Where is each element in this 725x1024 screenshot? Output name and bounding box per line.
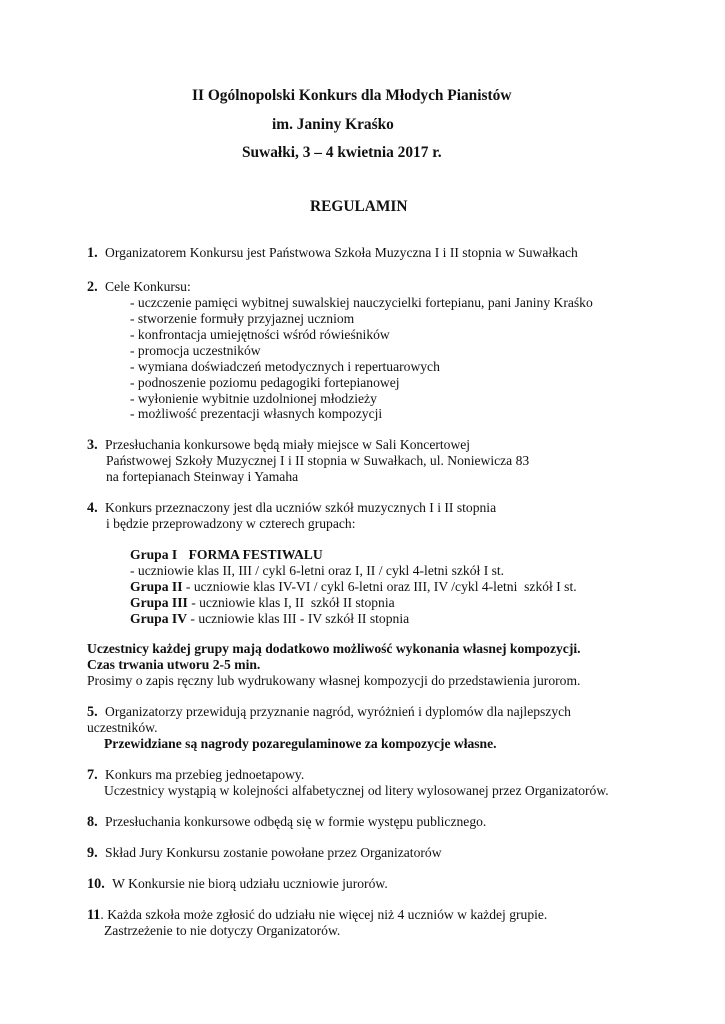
point-11 bbox=[87, 907, 547, 923]
goal-item: - stworzenie formuły przyjaznej uczniom bbox=[130, 311, 355, 326]
point-number: 11 bbox=[87, 907, 101, 923]
point-number: 1. bbox=[87, 245, 98, 261]
point-text-line: uczestników. bbox=[87, 720, 158, 735]
point-text-line: Zastrzeżenie to nie dotyczy Organizatorów. bbox=[104, 923, 341, 938]
header-line-2: im. Janiny Kraśko bbox=[272, 116, 394, 133]
point-number: 2. bbox=[87, 279, 98, 295]
goal-item: - promocja uczestników bbox=[130, 343, 261, 358]
goal-item: - wyłonienie wybitnie uzdolnionej młodzieży bbox=[130, 391, 377, 406]
goal-item: - uczczenie pamięci wybitnej suwalskiej nauczycielki fortepianu, pani Janiny Kraśko bbox=[130, 295, 593, 310]
point-text-line: na fortepianach Steinway i Yamaha bbox=[106, 469, 299, 484]
group-1-desc: - uczniowie klas II, III / cykl 6-letni oraz I, II / cykl 4-letni szkół I st. bbox=[130, 563, 505, 578]
point-1 bbox=[87, 245, 578, 261]
group-label: Grupa I bbox=[130, 547, 178, 562]
group-1-heading bbox=[130, 547, 323, 563]
point-text: W Konkursie nie biorą udziału uczniowie jurorów. bbox=[112, 876, 388, 891]
point-text: Konkurs przeznaczony jest dla uczniów szkół muzycznych I i II stopnia bbox=[105, 500, 497, 515]
goal-item: - konfrontacja umiejętności wśród rówieśników bbox=[130, 327, 390, 342]
point-4 bbox=[87, 500, 496, 516]
document-title: REGULAMIN bbox=[310, 198, 408, 215]
point-text: Cele Konkursu: bbox=[105, 279, 191, 294]
header-line-1: II Ogólnopolski Konkurs dla Młodych Pianistów bbox=[192, 87, 512, 104]
group-label: Grupa II bbox=[130, 579, 183, 594]
group-desc: - uczniowie klas III - IV szkół II stopnia bbox=[187, 611, 410, 626]
composition-note-bold-1: Uczestnicy każdej grupy mają dodatkowo możliwość wykonania własnej kompozycji. bbox=[87, 641, 581, 656]
point-2 bbox=[87, 279, 191, 295]
point-text: Skład Jury Konkursu zostanie powołane przez Organizatorów bbox=[105, 845, 442, 860]
point-text: Organizatorzy przewidują przyznanie nagród, wyróżnień i dyplomów dla najlepszych bbox=[105, 704, 571, 719]
point-9 bbox=[87, 845, 442, 861]
group-form: FORMA FESTIWALU bbox=[188, 547, 323, 562]
point-text: Przesłuchania konkursowe odbędą się w formie występu publicznego. bbox=[105, 814, 487, 829]
point-10 bbox=[87, 876, 388, 892]
point-text: Konkurs ma przebieg jednoetapowy. bbox=[105, 767, 305, 782]
goal-item: - wymiana doświadczeń metodycznych i repertuarowych bbox=[130, 359, 440, 374]
point-text-line: i będzie przeprowadzony w czterech grupach: bbox=[106, 516, 356, 531]
header-line-3: Suwałki, 3 – 4 kwietnia 2017 r. bbox=[242, 144, 442, 161]
goal-item: - podnoszenie poziomu pedagogiki fortepianowej bbox=[130, 375, 400, 390]
point-number: 4. bbox=[87, 500, 98, 516]
composition-note-bold-2: Czas trwania utworu 2-5 min. bbox=[87, 657, 261, 672]
point-number: 8. bbox=[87, 814, 98, 830]
group-4 bbox=[130, 611, 409, 627]
point-number: 7. bbox=[87, 767, 98, 783]
point-3 bbox=[87, 437, 470, 453]
point-text-line: Państwowej Szkoły Muzycznej I i II stopnia w Suwałkach, ul. Noniewicza 83 bbox=[106, 453, 530, 468]
group-desc: - uczniowie klas I, II szkół II stopnia bbox=[187, 595, 395, 610]
point-text-line: Uczestnicy wystąpią w kolejności alfabetycznej od litery wylosowanej przez Organizatorów. bbox=[104, 783, 609, 798]
point-8 bbox=[87, 814, 486, 830]
composition-note: Prosimy o zapis ręczny lub wydrukowany własnej kompozycji do przedstawienia jurorom. bbox=[87, 673, 581, 688]
point-number: 10. bbox=[87, 876, 105, 892]
point-7 bbox=[87, 767, 304, 783]
group-label: Grupa IV bbox=[130, 611, 188, 626]
group-desc: - uczniowie klas IV-VI / cykl 6-letni oraz III, IV /cykl 4-letni szkół I st. bbox=[182, 579, 577, 594]
group-3 bbox=[130, 595, 395, 611]
point-number: 3. bbox=[87, 437, 98, 453]
point-5 bbox=[87, 704, 571, 720]
group-label: Grupa III bbox=[130, 595, 188, 610]
point-number: 5. bbox=[87, 704, 98, 720]
point-number: 9. bbox=[87, 845, 98, 861]
group-2 bbox=[130, 579, 577, 595]
goal-item: - możliwość prezentacji własnych kompozycji bbox=[130, 406, 383, 421]
point-text: Organizatorem Konkursu jest Państwowa Szkoła Muzyczna I i II stopnia w Suwałkach bbox=[105, 245, 578, 260]
point-text: . Każda szkoła może zgłosić do udziału nie więcej niż 4 uczniów w każdej grupie. bbox=[100, 907, 548, 922]
point-text: Przesłuchania konkursowe będą miały miejsce w Sali Koncertowej bbox=[105, 437, 471, 452]
prizes-note-bold: Przewidziane są nagrody pozaregulaminowe za kompozycje własne. bbox=[104, 736, 497, 751]
